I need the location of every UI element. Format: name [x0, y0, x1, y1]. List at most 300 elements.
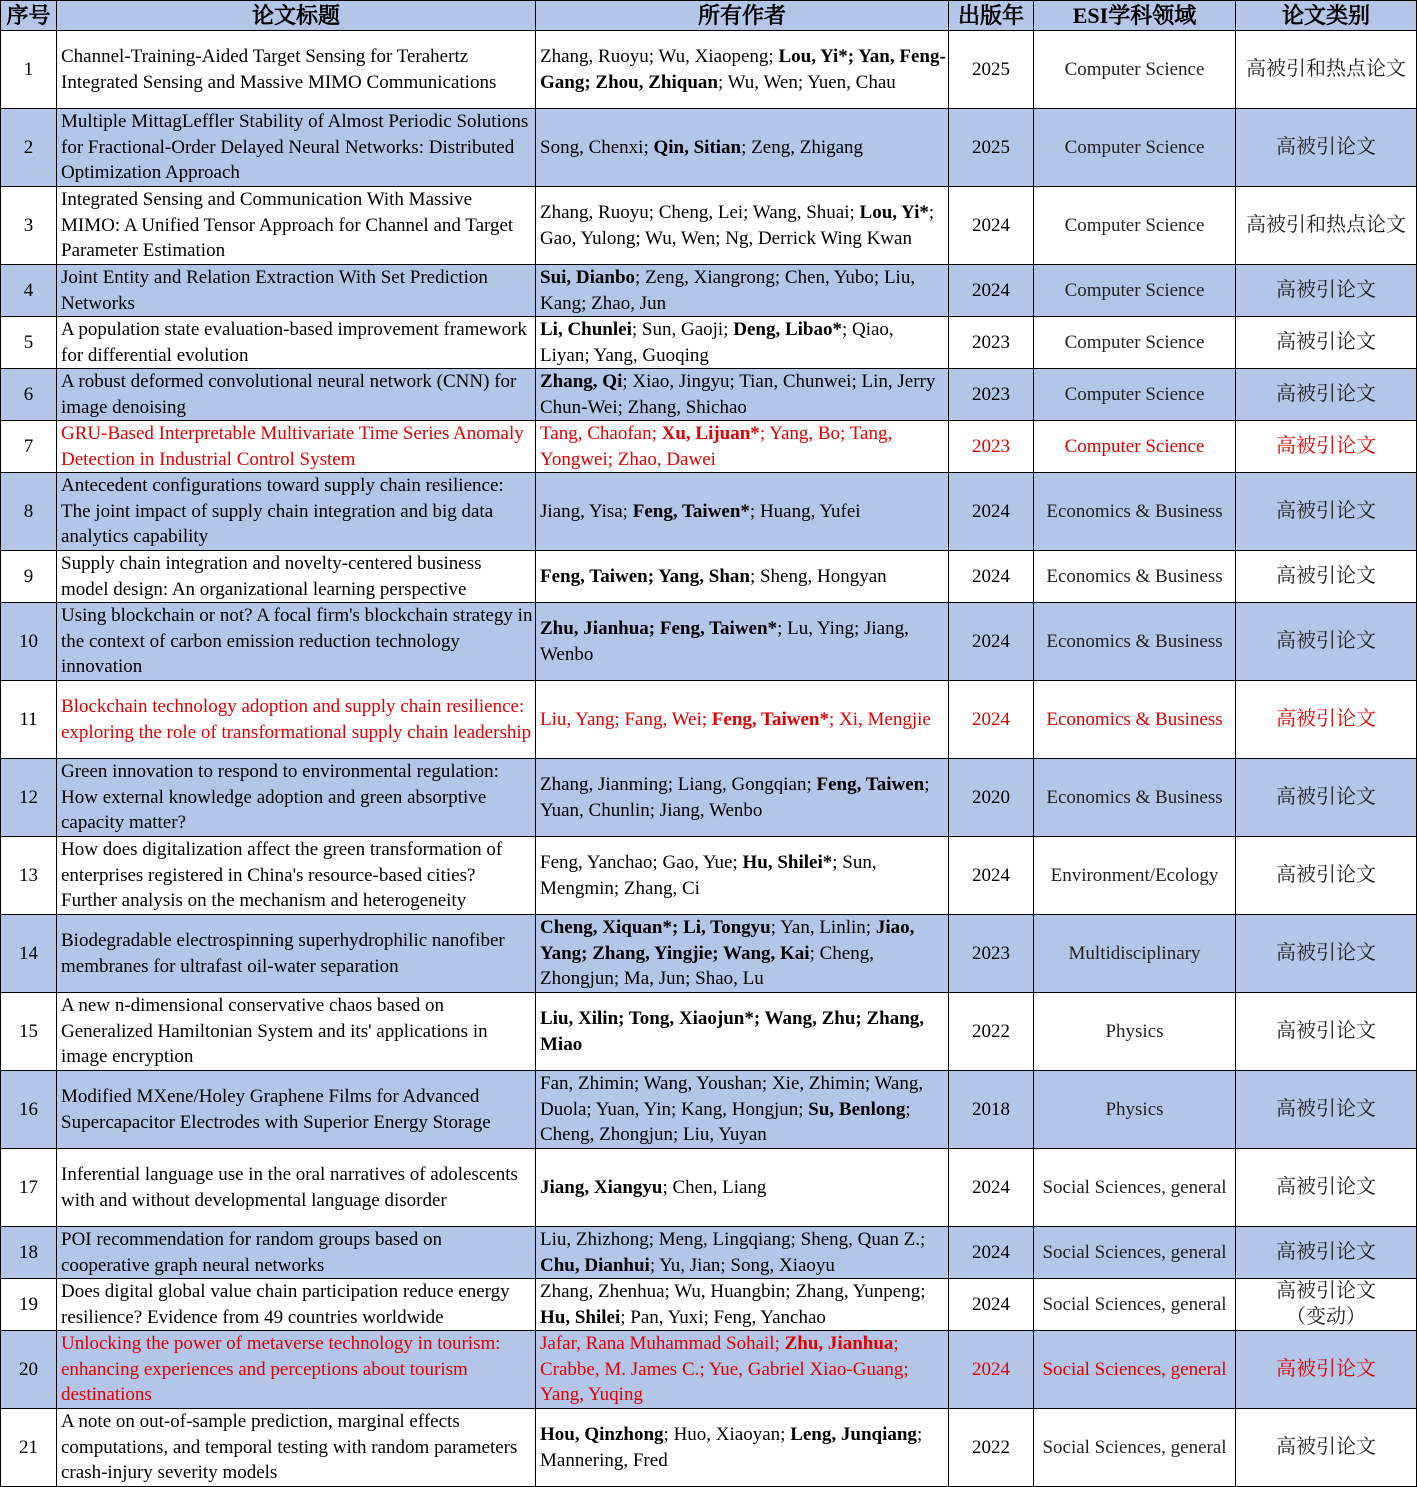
table-row: [0, 1149, 1417, 1227]
author-list: [540, 1422, 946, 1473]
cell-field: [1034, 1227, 1236, 1279]
cell-year: [949, 317, 1034, 369]
cell-index: [0, 915, 57, 993]
category-label: 高被引论文: [1276, 941, 1376, 964]
cell-field: [1034, 421, 1236, 473]
category-label: 高被引和热点论文: [1246, 213, 1406, 236]
author-segment: Chu, Dianhui: [540, 1254, 650, 1276]
cell-authors: [536, 1331, 949, 1409]
author-segment: ; Zeng, Xiangrong; Chen, Yubo; Liu, Kang; Zhao, Jun: [540, 267, 916, 314]
cell-index: [0, 109, 57, 187]
table-row: [0, 109, 1417, 187]
cell-category: [1236, 473, 1417, 551]
cell-title: [57, 187, 536, 265]
cell-authors: [536, 369, 949, 421]
row-index: 3: [23, 214, 34, 236]
table-row: [0, 837, 1417, 915]
cell-authors: [536, 1227, 949, 1279]
category-label: 高被引论文: [1276, 1280, 1376, 1302]
table-row: [0, 1279, 1417, 1331]
author-list: [540, 1071, 946, 1148]
paper-title: Antecedent configurations toward supply chain resilience: The joint impact of supply chain integration and big data analytics capability: [61, 475, 504, 548]
cell-authors: [536, 837, 949, 915]
author-segment: ; Sun, Gaoji;: [631, 319, 734, 340]
esi-field: Computer Science: [1064, 58, 1205, 80]
author-segment: ; Cheng, Zhongjun; Ma, Jun; Shao, Lu: [540, 942, 874, 990]
esi-field: Physics: [1105, 1020, 1164, 1042]
cell-authors: [536, 1409, 949, 1487]
cell-index: [0, 31, 57, 109]
cell-title: [57, 109, 536, 187]
author-segment: Xu, Lijuan*: [661, 423, 760, 444]
row-index: 6: [23, 383, 34, 405]
author-list: [540, 564, 946, 590]
paper-category: [1236, 1435, 1416, 1461]
author-segment: ; Lu, Ying; Jiang, Wenbo: [540, 617, 909, 665]
cell-field: [1034, 1071, 1236, 1149]
cell-year: [949, 421, 1034, 473]
esi-field: Social Sciences, general: [1042, 1358, 1227, 1380]
cell-authors: [536, 473, 949, 551]
cell-index: [0, 551, 57, 603]
cell-category: [1236, 837, 1417, 915]
cell-category: [1236, 1409, 1417, 1487]
author-segment: ; Yang, Bo; Tang, Yongwei; Zhao, Dawei: [540, 423, 893, 470]
row-index: 20: [19, 1358, 38, 1380]
author-segment: Feng, Taiwen*: [632, 500, 750, 522]
author-segment: ; Wu, Wen; Yuen, Chau: [717, 71, 896, 93]
paper-category: [1236, 941, 1416, 967]
cell-title: [57, 473, 536, 551]
cell-index: [0, 759, 57, 837]
cell-field: [1034, 551, 1236, 603]
cell-index: [0, 993, 57, 1071]
row-index: 2: [23, 136, 34, 158]
esi-field: Social Sciences, general: [1042, 1176, 1227, 1198]
author-segment: Jiang, Yisa;: [540, 500, 633, 522]
cell-title: [57, 551, 536, 603]
publication-year: 2024: [972, 1241, 1010, 1263]
cell-year: [949, 265, 1034, 317]
cell-field: [1034, 473, 1236, 551]
cell-category: [1236, 993, 1417, 1071]
cell-title: [57, 1331, 536, 1409]
table-row: [0, 1331, 1417, 1409]
cell-index: [0, 369, 57, 421]
publication-year: 2024: [972, 864, 1010, 886]
table-row: [0, 1409, 1417, 1487]
cell-year: [949, 473, 1034, 551]
publication-year: 2025: [972, 136, 1010, 158]
cell-authors: [536, 915, 949, 993]
publication-year: 2024: [972, 1293, 1010, 1315]
paper-category: [1236, 1357, 1416, 1383]
paper-title: Channel-Training-Aided Target Sensing for Terahertz Integrated Sensing and Massive MIMO Communications: [61, 45, 497, 93]
cell-authors: [536, 603, 949, 681]
cell-title: [57, 317, 536, 369]
author-segment: Jafar, Rana Muhammad Sohail;: [540, 1333, 785, 1355]
cell-authors: [536, 681, 949, 759]
row-index: 8: [23, 500, 34, 522]
publication-year: 2024: [972, 708, 1010, 730]
author-segment: Zhang, Jianming; Liang, Gongqian;: [540, 773, 817, 795]
author-segment: ; Yuan, Chunlin; Jiang, Wenbo: [540, 773, 930, 821]
row-index: 19: [19, 1293, 38, 1315]
cell-title: [57, 31, 536, 109]
author-segment: ; Sun, Mengmin; Zhang, Ci: [540, 851, 877, 899]
cell-year: [949, 681, 1034, 759]
esi-field: Economics & Business: [1046, 630, 1223, 652]
paper-category: [1236, 1175, 1416, 1201]
cell-index: [0, 265, 57, 317]
row-index: 15: [19, 1020, 38, 1042]
cell-category: [1236, 1227, 1417, 1279]
author-segment: Feng, Taiwen*: [711, 708, 829, 730]
cell-authors: [536, 109, 949, 187]
cell-category: [1236, 603, 1417, 681]
paper-category: [1236, 564, 1416, 590]
author-segment: Lou, Yi*; Yan, Feng-Gang; Zhou, Zhiquan: [540, 45, 946, 93]
cell-index: [0, 187, 57, 265]
cell-category: [1236, 421, 1417, 473]
publication-year: 2022: [972, 1436, 1010, 1458]
cell-category: [1236, 759, 1417, 837]
publication-year: 2024: [972, 279, 1010, 301]
table-row: [0, 681, 1417, 759]
cell-category: [1236, 915, 1417, 993]
paper-category: [1236, 330, 1416, 356]
author-segment: Feng, Taiwen; Yang, Shan: [540, 565, 750, 587]
esi-field: Computer Science: [1064, 214, 1205, 236]
esi-field: Social Sciences, general: [1042, 1241, 1227, 1263]
author-list: [540, 200, 946, 251]
category-label: 高被引论文: [1276, 629, 1376, 652]
category-note: （变动）: [1286, 1305, 1366, 1328]
esi-field: Environment/Ecology: [1050, 864, 1219, 886]
esi-field: Computer Science: [1064, 383, 1205, 405]
paper-title: Biodegradable electrospinning superhydrophilic nanofiber membranes for ultrafast oil-water separation: [61, 929, 505, 977]
paper-category: [1236, 213, 1416, 239]
author-segment: ; Xi, Mengjie: [828, 708, 931, 730]
table-row: [0, 759, 1417, 837]
cell-index: [0, 603, 57, 681]
cell-authors: [536, 421, 949, 473]
paper-title: POI recommendation for random groups based on cooperative graph neural networks: [61, 1229, 442, 1276]
paper-title: Joint Entity and Relation Extraction With Set Prediction Networks: [61, 267, 488, 314]
author-list: [540, 317, 946, 368]
cell-field: [1034, 1409, 1236, 1487]
cell-category: [1236, 109, 1417, 187]
table-row: [0, 551, 1417, 603]
author-segment: Hou, Qinzhong: [540, 1423, 664, 1445]
header-category: 论文类别: [1236, 0, 1417, 31]
cell-index: [0, 317, 57, 369]
cell-field: [1034, 759, 1236, 837]
paper-title: A new n-dimensional conservative chaos based on Generalized Hamiltonian System and its' applications in image encryption: [61, 995, 488, 1068]
cell-field: [1034, 109, 1236, 187]
cell-index: [0, 421, 57, 473]
author-list: [540, 707, 946, 733]
category-label: 高被引论文: [1276, 785, 1376, 808]
cell-field: [1034, 837, 1236, 915]
category-label: 高被引论文: [1276, 1435, 1376, 1458]
cell-field: [1034, 187, 1236, 265]
cell-index: [0, 1409, 57, 1487]
cell-index: [0, 1071, 57, 1149]
publication-year: 2022: [972, 1020, 1010, 1042]
category-label: 高被引论文: [1276, 564, 1376, 587]
author-segment: Zhang, Ruoyu; Cheng, Lei; Wang, Shuai;: [540, 201, 860, 223]
paper-category: [1236, 1097, 1416, 1123]
row-index: 14: [19, 942, 38, 964]
paper-category: [1236, 1019, 1416, 1045]
author-list: [540, 1279, 946, 1330]
cell-authors: [536, 317, 949, 369]
author-segment: Zhu, Jianhua: [784, 1333, 894, 1355]
row-index: 17: [19, 1176, 38, 1198]
cell-title: [57, 915, 536, 993]
table-row: [0, 1071, 1417, 1149]
cell-index: [0, 473, 57, 551]
paper-category: [1236, 57, 1416, 83]
table-row: [0, 603, 1417, 681]
header-index: 序号: [0, 0, 57, 31]
author-segment: Tang, Chaofan;: [540, 423, 662, 444]
author-segment: Leng, Junqiang: [790, 1423, 917, 1445]
header-field: ESI学科领域: [1034, 0, 1236, 31]
paper-category: [1236, 499, 1416, 525]
row-index: 7: [23, 435, 34, 457]
cell-authors: [536, 187, 949, 265]
table-row: [0, 187, 1417, 265]
paper-category: [1236, 707, 1416, 733]
author-segment: Hu, Shilei*: [742, 851, 833, 873]
esi-field: Computer Science: [1064, 435, 1205, 457]
cell-field: [1034, 369, 1236, 421]
cell-index: [0, 681, 57, 759]
table-row: [0, 915, 1417, 993]
cell-title: [57, 1071, 536, 1149]
cell-index: [0, 837, 57, 915]
cell-field: [1034, 1279, 1236, 1331]
paper-title: GRU-Based Interpretable Multivariate Time Series Anomaly Detection in Industrial Control System: [61, 423, 524, 470]
cell-year: [949, 1409, 1034, 1487]
author-segment: ; Gao, Yulong; Wu, Wen; Ng, Derrick Wing Kwan: [540, 201, 935, 249]
cell-year: [949, 1071, 1034, 1149]
header-authors: 所有作者: [536, 0, 949, 31]
cell-field: [1034, 993, 1236, 1071]
cell-category: [1236, 681, 1417, 759]
cell-category: [1236, 1149, 1417, 1227]
paper-title: Modified MXene/Holey Graphene Films for Advanced Supercapacitor Electrodes with Superior Energy Storage: [61, 1085, 491, 1133]
category-label: 高被引论文: [1276, 863, 1376, 886]
author-segment: ; Chen, Liang: [662, 1176, 767, 1198]
author-segment: Fan, Zhimin; Wang, Youshan; Xie, Zhimin; Wang, Duola; Yuan, Yin; Kang, Hongjun;: [540, 1073, 924, 1120]
esi-field: Computer Science: [1064, 279, 1205, 301]
table-row: [0, 317, 1417, 369]
cell-field: [1034, 603, 1236, 681]
table-row: [0, 369, 1417, 421]
esi-field: Economics & Business: [1046, 500, 1223, 522]
author-list: [540, 915, 946, 992]
cell-year: [949, 31, 1034, 109]
cell-field: [1034, 317, 1236, 369]
cell-title: [57, 993, 536, 1071]
publication-year: 2024: [972, 214, 1010, 236]
author-list: [540, 369, 946, 420]
header-year: 出版年: [949, 0, 1034, 31]
cell-index: [0, 1227, 57, 1279]
header-title: 论文标题: [57, 0, 536, 31]
author-segment: Li, Chunlei: [540, 319, 632, 340]
paper-title: Supply chain integration and novelty-centered business model design: An organizational learning perspective: [61, 553, 482, 600]
author-segment: Feng, Taiwen: [816, 773, 925, 795]
publication-year: 2020: [972, 786, 1010, 808]
cell-authors: [536, 1279, 949, 1331]
author-segment: ; Huang, Yufei: [749, 500, 861, 522]
paper-category: [1236, 434, 1416, 460]
row-index: 12: [19, 786, 38, 808]
paper-title: How does digitalization affect the green transformation of enterprises registered in China's resource-based cities? Further analysis on the mechanism and heterogeneity: [61, 839, 503, 912]
cell-index: [0, 1331, 57, 1409]
category-label: 高被引论文: [1276, 1097, 1376, 1120]
publication-year: 2023: [972, 942, 1010, 964]
category-label: 高被引论文: [1276, 434, 1376, 457]
table-row: [0, 31, 1417, 109]
paper-title: Blockchain technology adoption and supply chain resilience: exploring the role of transformational supply chain leadership: [61, 695, 532, 743]
author-segment: Feng, Yanchao; Gao, Yue;: [540, 851, 743, 873]
author-segment: ; Mannering, Fred: [540, 1423, 923, 1471]
esi-field: Economics & Business: [1046, 708, 1223, 730]
cell-category: [1236, 317, 1417, 369]
author-segment: Jiao, Yang; Zhang, Yingjie; Wang, Kai: [540, 917, 915, 964]
table-row: [0, 1227, 1417, 1279]
row-index: 10: [19, 630, 38, 652]
cell-year: [949, 551, 1034, 603]
cell-year: [949, 1279, 1034, 1331]
category-label: 高被引论文: [1276, 1357, 1376, 1380]
cell-year: [949, 187, 1034, 265]
publication-year: 2018: [972, 1098, 1010, 1120]
cell-year: [949, 603, 1034, 681]
esi-field: Economics & Business: [1046, 565, 1223, 587]
author-segment: Deng, Libao*: [733, 319, 842, 340]
paper-category: [1236, 278, 1416, 304]
category-label: 高被引论文: [1276, 1019, 1376, 1042]
cell-title: [57, 369, 536, 421]
author-segment: Zhang, Zhenhua; Wu, Huangbin; Zhang, Yunpeng;: [540, 1281, 926, 1302]
paper-title: Inferential language use in the oral narratives of adolescents with and without developmental language disorder: [61, 1163, 518, 1211]
cell-authors: [536, 1149, 949, 1227]
table-body: [0, 31, 1417, 1487]
author-segment: ; Crabbe, M. James C.; Yue, Gabriel Xiao-Guang; Yang, Yuqing: [540, 1333, 909, 1406]
cell-authors: [536, 31, 949, 109]
cell-category: [1236, 1279, 1417, 1331]
author-list: [540, 772, 946, 823]
paper-title: A population state evaluation-based improvement framework for differential evolution: [61, 319, 527, 366]
author-segment: Lou, Yi*: [859, 201, 929, 223]
cell-category: [1236, 1331, 1417, 1409]
cell-title: [57, 1279, 536, 1331]
author-list: [540, 265, 946, 316]
author-segment: ; Cheng, Zhongjun; Liu, Yuyan: [540, 1098, 911, 1146]
cell-title: [57, 1149, 536, 1227]
author-segment: Liu, Zhizhong; Meng, Lingqiang; Sheng, Quan Z.;: [540, 1229, 926, 1250]
author-segment: ; Sheng, Hongyan: [749, 565, 887, 587]
author-list: [540, 135, 946, 161]
paper-category: [1236, 1279, 1416, 1330]
paper-category: [1236, 629, 1416, 655]
paper-title: A note on out-of-sample prediction, marginal effects computations, and temporal testing with random parameters crash-injury severity models: [61, 1411, 518, 1484]
category-label: 高被引论文: [1276, 1240, 1376, 1263]
cell-year: [949, 993, 1034, 1071]
publication-year: 2024: [972, 565, 1010, 587]
cell-category: [1236, 265, 1417, 317]
author-segment: Cheng, Xiquan*; Li, Tongyu: [540, 917, 771, 939]
publication-year: 2023: [972, 435, 1010, 457]
author-segment: ; Qiao, Liyan; Yang, Guoqing: [540, 319, 894, 366]
category-label: 高被引论文: [1276, 707, 1376, 730]
paper-category: [1236, 785, 1416, 811]
row-index: 5: [23, 331, 34, 353]
cell-title: [57, 837, 536, 915]
cell-title: [57, 421, 536, 473]
category-label: 高被引和热点论文: [1246, 57, 1406, 80]
author-segment: Hu, Shilei: [540, 1306, 621, 1328]
publication-year: 2023: [972, 383, 1010, 405]
author-segment: ; Yu, Jian; Song, Xiaoyu: [649, 1254, 835, 1276]
category-label: 高被引论文: [1276, 1175, 1376, 1198]
table-row: [0, 473, 1417, 551]
esi-field: Social Sciences, general: [1042, 1436, 1227, 1458]
row-index: 13: [19, 864, 38, 886]
author-segment: ; Zeng, Zhigang: [741, 136, 864, 158]
cell-authors: [536, 1071, 949, 1149]
esi-field: Computer Science: [1064, 331, 1205, 353]
cell-year: [949, 369, 1034, 421]
author-list: [540, 44, 946, 95]
cell-authors: [536, 993, 949, 1071]
author-segment: Qin, Sitian: [653, 136, 742, 158]
cell-category: [1236, 369, 1417, 421]
author-segment: ; Huo, Xiaoyan;: [663, 1423, 791, 1445]
author-segment: ; Pan, Yuxi; Feng, Yanchao: [620, 1306, 826, 1328]
author-segment: Su, Benlong: [808, 1098, 906, 1120]
author-segment: Liu, Yang; Fang, Wei;: [540, 708, 712, 730]
cell-category: [1236, 551, 1417, 603]
cell-title: [57, 681, 536, 759]
esi-field: Multidisciplinary: [1068, 942, 1201, 964]
table-row: [0, 993, 1417, 1071]
paper-category: [1236, 863, 1416, 889]
cell-index: [0, 1149, 57, 1227]
publication-year: 2024: [972, 630, 1010, 652]
paper-title: Multiple MittagLeffler Stability of Almost Periodic Solutions for Fractional-Order Delayed Neural Networks: Distributed Optimization Approach: [61, 111, 529, 184]
author-list: [540, 1331, 946, 1408]
publication-year: 2023: [972, 331, 1010, 353]
publication-year: 2024: [972, 500, 1010, 522]
row-index: 16: [19, 1098, 38, 1120]
cell-title: [57, 1409, 536, 1487]
author-segment: Zhu, Jianhua; Feng, Taiwen*: [540, 617, 778, 639]
esi-field: Computer Science: [1064, 136, 1205, 158]
cell-authors: [536, 265, 949, 317]
author-segment: ; Yan, Linlin;: [770, 917, 876, 939]
row-index: 4: [23, 279, 34, 301]
author-list: [540, 499, 946, 525]
author-segment: ; Xiao, Jingyu; Tian, Chunwei; Lin, Jerry Chun-Wei; Zhang, Shichao: [540, 371, 936, 418]
category-label: 高被引论文: [1276, 330, 1376, 353]
